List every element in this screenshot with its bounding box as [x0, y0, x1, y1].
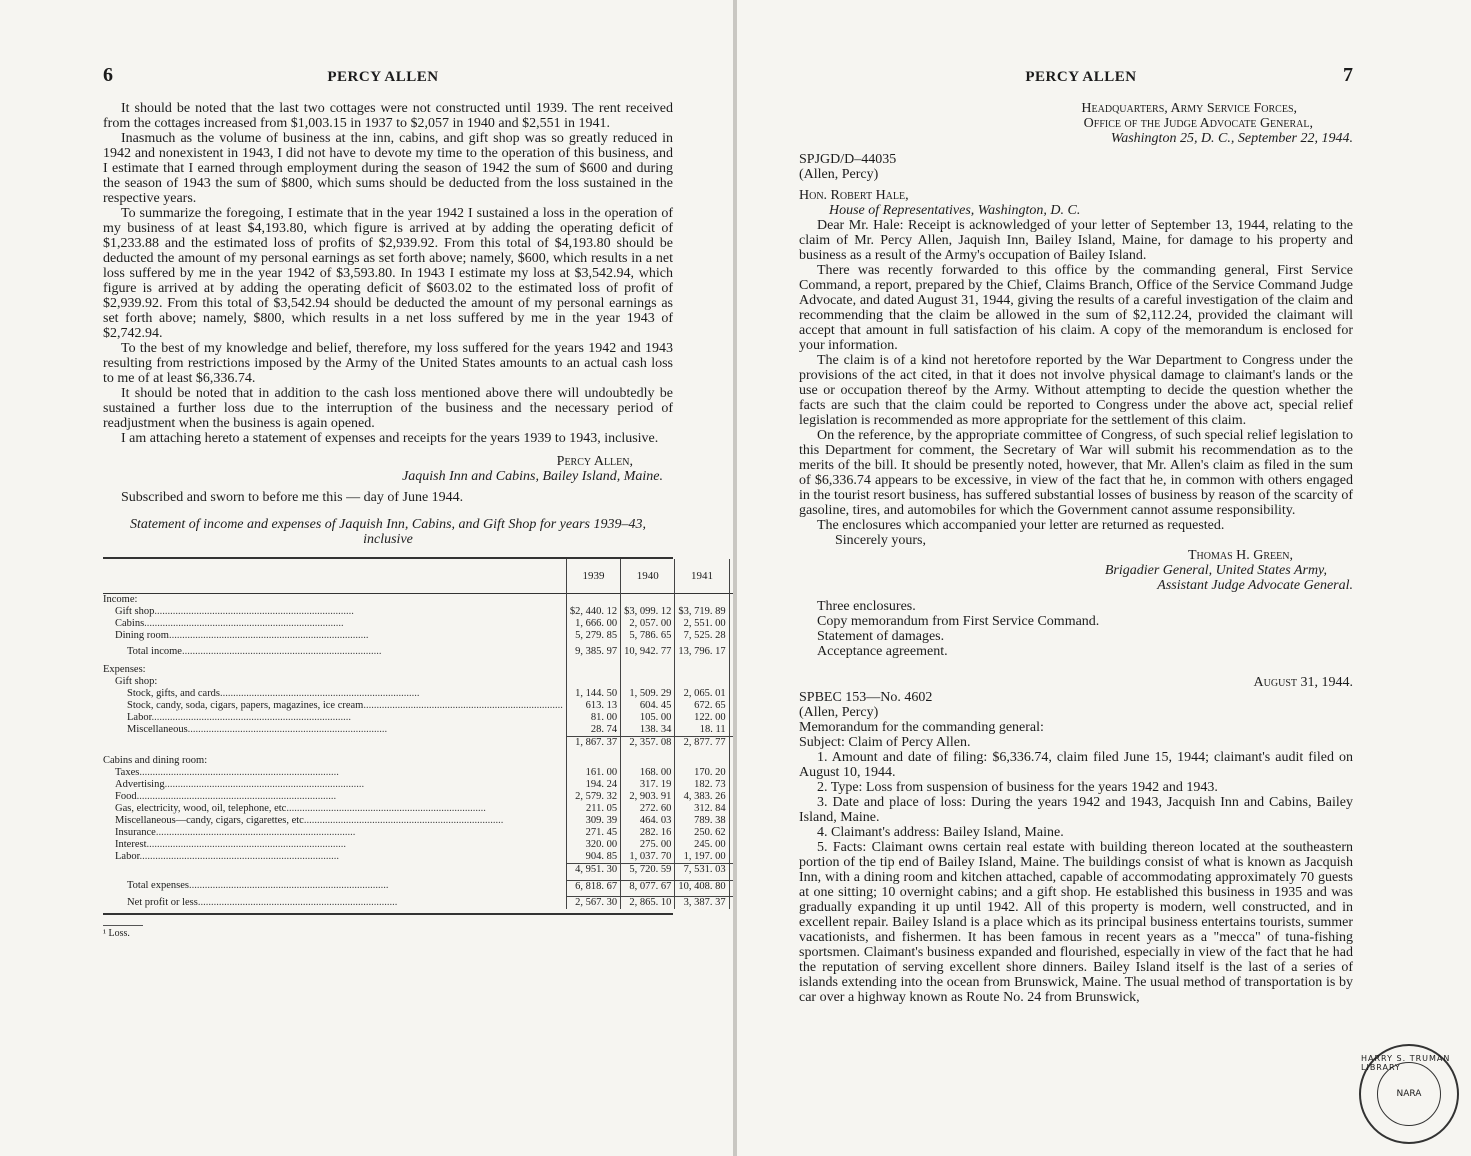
- cell-value: 122. 00: [675, 712, 729, 724]
- closing: Sincerely yours,: [835, 533, 926, 548]
- signer-title: Assistant Judge Advocate General.: [1157, 578, 1353, 593]
- table-row: [103, 791, 733, 803]
- letterhead-line: Office of the Judge Advocate General,: [1083, 116, 1313, 131]
- row-label: [103, 724, 566, 737]
- footnote: ¹ Loss.: [103, 925, 143, 939]
- cell-value: [566, 676, 620, 688]
- cell-value: [566, 594, 620, 606]
- cell-value: 1, 037. 70: [621, 851, 675, 864]
- table-row: [103, 755, 733, 767]
- cell-value: 5, 279. 85: [566, 630, 620, 642]
- enclosure-line: Copy memorandum from First Service Command.: [817, 614, 1100, 629]
- row-label: [103, 664, 566, 676]
- row-label: [103, 688, 566, 700]
- cell-value: 2, 567. 30: [566, 897, 620, 910]
- cell-value: [675, 664, 729, 676]
- cell-value: 4, 951. 30: [566, 864, 620, 877]
- memo-item: 1. Amount and date of filing: $6,336.74, claim filed June 15, 1944; claimant's audit filed on August 10, 1944.: [799, 750, 1353, 780]
- paragraph: There was recently forwarded to this office by the commanding general, First Service Command, a report, prepared by the Chief, Claims Branch, Office of the Service Command Judge Advocate, and dated August 31, 1944, giving the results of a careful investigation of the claim and recommending that the claim be allowed in the sum of $2,112.24, provided the claimant will accept that amount in full satisfaction of his claim. A copy of the memorandum is enclosed for your information.: [799, 263, 1353, 353]
- right-page: [737, 0, 1471, 1156]
- running-title: PERCY ALLEN: [327, 69, 439, 85]
- table-row: [103, 839, 733, 851]
- cell-value: 168. 00: [621, 767, 675, 779]
- cell-value: 81. 00: [566, 712, 620, 724]
- cell-value: 2, 865. 10: [621, 897, 675, 910]
- stamp-nara: NARA: [1396, 1089, 1422, 1099]
- table-row: [103, 618, 733, 630]
- cell-value: 2, 057. 00: [621, 618, 675, 630]
- memo-reference: SPBEC 153—No. 4602: [799, 690, 933, 705]
- year-header: 1941: [675, 559, 729, 594]
- row-label: [103, 630, 566, 642]
- row-label-text: Gift shop .....: [115, 606, 354, 617]
- row-label: [103, 700, 566, 712]
- paragraph: To summarize the foregoing, I estimate that in the year 1942 I sustained a loss in the operation of my business of at least $4,193.80, which figure is arrived at by adding the operating deficit of $1,233.88 and the estimated loss of profits of $2,939.92. From this total of $4,193.80 should be deducted the amount of my personal earnings as set forth above; namely, $600, which results in a net loss suffered by me in the year 1942 of $3,593.80. In 1943 I estimate my loss at $3,542.94, which figure is arrived at by adding the operating deficit of $603.02 to the estimated loss of profit of $2,939.92. From this total of $3,542.94 should be deducted the amount of my personal earnings as set forth above; namely, $800, which results in a net loss suffered by me in the year 1943 of $2,742.94.: [103, 206, 673, 341]
- memo-item: 2. Type: Loss from suspension of business for the years 1942 and 1943.: [817, 780, 1218, 795]
- cell-value: 7, 525. 28: [675, 630, 729, 642]
- table-row: [103, 594, 733, 606]
- cell-value: 5, 720. 59: [621, 864, 675, 877]
- cell-value: 1, 144. 50: [566, 688, 620, 700]
- paragraph: Dear Mr. Hale: Receipt is acknowledged of your letter of September 13, 1944, relating to the claim of Mr. Percy Allen, Jaquish Inn, Bailey Island, Maine, for damage to his property and business as a result of the Army's occupation of Bailey Island.: [799, 218, 1353, 263]
- cell-value: 182. 73: [675, 779, 729, 791]
- cell-value: 1, 197. 00: [675, 851, 729, 864]
- cell-value: [566, 664, 620, 676]
- row-label: [103, 646, 566, 658]
- memo-for: Memorandum for the commanding general:: [799, 720, 1044, 735]
- row-label-text: Miscellaneous—candy, cigars, cigarettes, etc .....: [115, 815, 503, 826]
- cell-value: 272. 60: [621, 803, 675, 815]
- table-row: [103, 630, 733, 642]
- cell-value: 105. 00: [621, 712, 675, 724]
- memo-item: 5. Facts: Claimant owns certain real estate with building thereon located at the southeastern portion of the tip end of Bailey Island, Maine. The buildings consist of what is known as Jacquish Inn, with a dining room and kitchen attached, capable of accommodating approximately 70 guests at one sitting; 10 overnight cabins; and a gift shop. He established this business in 1935 and was gradually expanding it up until 1942. All of this property is modern, well constructed, and in excellent repair. Bailey Island is a place which as its principal business entertains tourists, summer vacationists, and fishermen. It has been famous in recent years as a "mecca" of tuna-fishing sportsmen. Claimant's business expanded and flourished, especially in view of the fact that he had the reputation of serving excellent shore dinners. Bailey Island itself is the last of a series of islands extending into the ocean from Brunswick, Maine. The usual method of transportation is by car over a highway known as Route No. 24 from Brunswick,: [799, 840, 1353, 1005]
- cell-value: $3, 099. 12: [621, 606, 675, 618]
- row-label: [103, 767, 566, 779]
- row-label: [103, 618, 566, 630]
- cell-value: 312. 84: [675, 803, 729, 815]
- row-label-text: Expenses:: [103, 664, 146, 675]
- gift-subtotal-row: [103, 737, 733, 750]
- row-label-text: Insurance .....: [115, 827, 355, 838]
- cell-value: 904. 85: [566, 851, 620, 864]
- page-number: 6: [103, 64, 113, 86]
- signature-place: Jaquish Inn and Cabins, Bailey Island, Maine.: [402, 469, 663, 484]
- row-label-text: Dining room .....: [115, 630, 368, 641]
- cell-value: 2, 357. 08: [621, 737, 675, 750]
- table-row: [103, 851, 733, 864]
- enclosure-line: Acceptance agreement.: [817, 644, 948, 659]
- letterhead-line: Headquarters, Army Service Forces,: [1081, 101, 1297, 116]
- memo-item: 4. Claimant's address: Bailey Island, Maine.: [817, 825, 1064, 840]
- paragraph: Inasmuch as the volume of business at the inn, cabins, and gift shop was so greatly reduced in 1942 and nonexistent in 1943, I did not have to devote my time to the operation of this business, and I estimate that I earned through employment during the season of 1942 the sum of $600 and during the season of 1943 the sum of $800, which sums should be deducted from the loss sustained in the respective years.: [103, 131, 673, 206]
- signature-name: Percy Allen,: [556, 454, 633, 469]
- row-label-text: Income:: [103, 594, 138, 605]
- cell-value: 245. 00: [675, 839, 729, 851]
- cell-value: 282. 16: [621, 827, 675, 839]
- cell-value: 2, 877. 77: [675, 737, 729, 750]
- addressee-office: House of Representatives, Washington, D. C.: [829, 203, 1081, 218]
- row-label: [103, 864, 566, 877]
- table-row: [103, 815, 733, 827]
- row-label: [103, 880, 566, 893]
- row-label-text: Miscellaneous .....: [127, 724, 387, 735]
- table-row: [103, 700, 733, 712]
- cell-value: 161. 00: [566, 767, 620, 779]
- net-row: [103, 897, 733, 910]
- cell-value: 317. 19: [621, 779, 675, 791]
- paragraph: It should be noted that the last two cottages were not constructed until 1939. The rent received from the cottages increased from $1,003.15 in 1937 to $2,057 in 1940 and $2,551 in 1941.: [103, 101, 673, 131]
- sworn-statement: Subscribed and sworn to before me this — day of June 1944.: [121, 490, 464, 505]
- memo-item: 3. Date and place of loss: During the years 1942 and 1943, Jacquish Inn and Cabins, Bailey Island, Maine.: [799, 795, 1353, 825]
- row-label-text: Food .....: [115, 791, 336, 802]
- stamp-library-name: HARRY S. TRUMAN LIBRARY: [1361, 1054, 1451, 1072]
- cell-value: 320. 00: [566, 839, 620, 851]
- signer-name: Thomas H. Green,: [1188, 548, 1293, 563]
- cell-value: [675, 676, 729, 688]
- total-expenses-row: [103, 880, 733, 893]
- cell-value: 138. 34: [621, 724, 675, 737]
- row-label-text: Gift shop:: [115, 676, 158, 687]
- row-label: [103, 803, 566, 815]
- right-page-header: [799, 64, 1353, 87]
- cell-value: [621, 755, 675, 767]
- cell-value: 613. 13: [566, 700, 620, 712]
- cell-value: 18. 11: [675, 724, 729, 737]
- cabin-subtotal-row: [103, 864, 733, 877]
- row-label-text: Labor .....: [115, 851, 339, 862]
- cell-value: 2, 903. 91: [621, 791, 675, 803]
- cell-value: 464. 03: [621, 815, 675, 827]
- row-label: [103, 594, 566, 606]
- left-page: [0, 0, 733, 1156]
- cell-value: [675, 594, 729, 606]
- table-row: [103, 712, 733, 724]
- row-label: [103, 897, 566, 910]
- cell-value: 309. 39: [566, 815, 620, 827]
- cell-value: 3, 387. 37: [675, 897, 729, 910]
- paragraph: On the reference, by the appropriate committee of Congress, of such special relief legislation to this Department for comment, the Secretary of War will submit his recommendation as to the merits of the bill. It should be presently noted, however, that Mr. Allen's claim as filed in the sum of $6,336.74 appears to be excessive, in view of the fact that he, in common with others engaged in the tourist resort business, has suffered substantial losses of business by reason of the scarcity of gasoline, tires, and automobiles for which the Government cannot assume responsibility.: [799, 428, 1353, 518]
- row-label-text: Total expenses .....: [127, 880, 388, 891]
- row-label: [103, 676, 566, 688]
- cell-value: 1, 867. 37: [566, 737, 620, 750]
- cell-value: [675, 755, 729, 767]
- reference-name: (Allen, Percy): [799, 167, 879, 182]
- table-row: [103, 803, 733, 815]
- cell-value: 28. 74: [566, 724, 620, 737]
- table-row: [103, 827, 733, 839]
- cell-value: 5, 786. 65: [621, 630, 675, 642]
- page-number: 7: [1343, 64, 1353, 86]
- cell-value: [566, 755, 620, 767]
- table-row: [103, 664, 733, 676]
- row-label: [103, 827, 566, 839]
- table-row: [103, 767, 733, 779]
- paragraph: The claim is of a kind not heretofore reported by the War Department to Congress under the provisions of the act cited, in that it does not involve physical damage to claimant's lands or the use or occupation thereof by the Army. Without attempting to decide the question whether the facts are such that the claim could be reported to Congress under the above act, special relief legislation is recommended as more appropriate for the settlement of this claim.: [799, 353, 1353, 428]
- row-label-text: Net profit or less .....: [127, 897, 397, 908]
- table-row: [103, 724, 733, 737]
- letter-date: Washington 25, D. C., September 22, 1944.: [1110, 131, 1353, 146]
- paragraph: I am attaching hereto a statement of expenses and receipts for the years 1939 to 1943, inclusive.: [121, 431, 659, 446]
- cell-value: [621, 664, 675, 676]
- row-label: [103, 839, 566, 851]
- row-label: [103, 791, 566, 803]
- cell-value: 9, 385. 97: [566, 646, 620, 658]
- row-label: [103, 606, 566, 618]
- row-label: [103, 737, 566, 750]
- enclosure-line: Three enclosures.: [817, 599, 916, 614]
- table-title: Statement of income and expenses of Jaquish Inn, Cabins, and Gift Shop for years 1939–43, inclusive: [130, 517, 646, 547]
- row-label-text: Cabins and dining room:: [103, 755, 208, 766]
- row-label: [103, 779, 566, 791]
- enclosure-line: Statement of damages.: [817, 629, 945, 644]
- memo-name: (Allen, Percy): [799, 705, 879, 720]
- table-row: [103, 688, 733, 700]
- cell-value: $3, 719. 89: [675, 606, 729, 618]
- addressee: Hon. Robert Hale,: [799, 188, 909, 203]
- cell-value: 789. 38: [675, 815, 729, 827]
- running-title: PERCY ALLEN: [1025, 69, 1137, 85]
- cell-value: 2, 551. 00: [675, 618, 729, 630]
- library-stamp: [1359, 1044, 1459, 1144]
- cell-value: 250. 62: [675, 827, 729, 839]
- cell-value: 2, 065. 01: [675, 688, 729, 700]
- total-income-row: [103, 646, 733, 658]
- memo-date: August 31, 1944.: [1253, 675, 1353, 690]
- cell-value: 6, 818. 67: [566, 880, 620, 893]
- cell-value: 1, 666. 00: [566, 618, 620, 630]
- cell-value: [621, 594, 675, 606]
- memo-subject: Subject: Claim of Percy Allen.: [799, 735, 971, 750]
- row-label: [103, 815, 566, 827]
- table-row: [103, 606, 733, 618]
- left-page-header: [103, 64, 673, 87]
- row-label-text: Gas, electricity, wood, oil, telephone, etc .....: [115, 803, 486, 814]
- cell-value: 13, 796. 17: [675, 646, 729, 658]
- cell-value: 8, 077. 67: [621, 880, 675, 893]
- row-label-text: Total income .....: [127, 646, 381, 657]
- signer-title: Brigadier General, United States Army,: [1104, 563, 1327, 578]
- row-label: [103, 755, 566, 767]
- row-label-text: Advertising .....: [115, 779, 364, 790]
- cell-value: $2, 440. 12: [566, 606, 620, 618]
- row-label-text: Taxes .....: [115, 767, 339, 778]
- income-expense-table: [103, 559, 733, 909]
- table-header-row: [103, 559, 733, 594]
- year-header: 1939: [566, 559, 620, 594]
- cell-value: 10, 942. 77: [621, 646, 675, 658]
- cell-value: 7, 531. 03: [675, 864, 729, 877]
- paragraph: It should be noted that in addition to the cash loss mentioned above there will undoubtedly be sustained a further loss due to the interruption of the business and the necessary period of readjustment when the business is again opened.: [103, 386, 673, 431]
- paragraph: To the best of my knowledge and belief, therefore, my loss suffered for the years 1942 and 1943 resulting from restrictions imposed by the Army of the United States amounts to an actual cash loss to me of at least $6,336.74.: [103, 341, 673, 386]
- row-label-text: Labor .....: [127, 712, 351, 723]
- cell-value: 275. 00: [621, 839, 675, 851]
- year-header: 1940: [621, 559, 675, 594]
- row-label-text: Stock, gifts, and cards .....: [127, 688, 420, 699]
- cell-value: 672. 65: [675, 700, 729, 712]
- cell-value: 4, 383. 26: [675, 791, 729, 803]
- cell-value: 211. 05: [566, 803, 620, 815]
- cell-value: 1, 509. 29: [621, 688, 675, 700]
- reference-code: SPJGD/D–44035: [799, 152, 897, 167]
- cell-value: 194. 24: [566, 779, 620, 791]
- row-label: [103, 712, 566, 724]
- paragraph: The enclosures which accompanied your letter are returned as requested.: [817, 518, 1225, 533]
- table-row: [103, 779, 733, 791]
- cell-value: [621, 676, 675, 688]
- table-row: [103, 676, 733, 688]
- cell-value: 170. 20: [675, 767, 729, 779]
- cell-value: 2, 579. 32: [566, 791, 620, 803]
- cell-value: 271. 45: [566, 827, 620, 839]
- row-label-text: Interest .....: [115, 839, 346, 850]
- row-label: [103, 851, 566, 864]
- cell-value: 604. 45: [621, 700, 675, 712]
- cell-value: 10, 408. 80: [675, 880, 729, 893]
- row-label-text: Cabins .....: [115, 618, 344, 629]
- row-label-text: Stock, candy, soda, cigars, papers, magazines, ice cream .....: [127, 700, 563, 711]
